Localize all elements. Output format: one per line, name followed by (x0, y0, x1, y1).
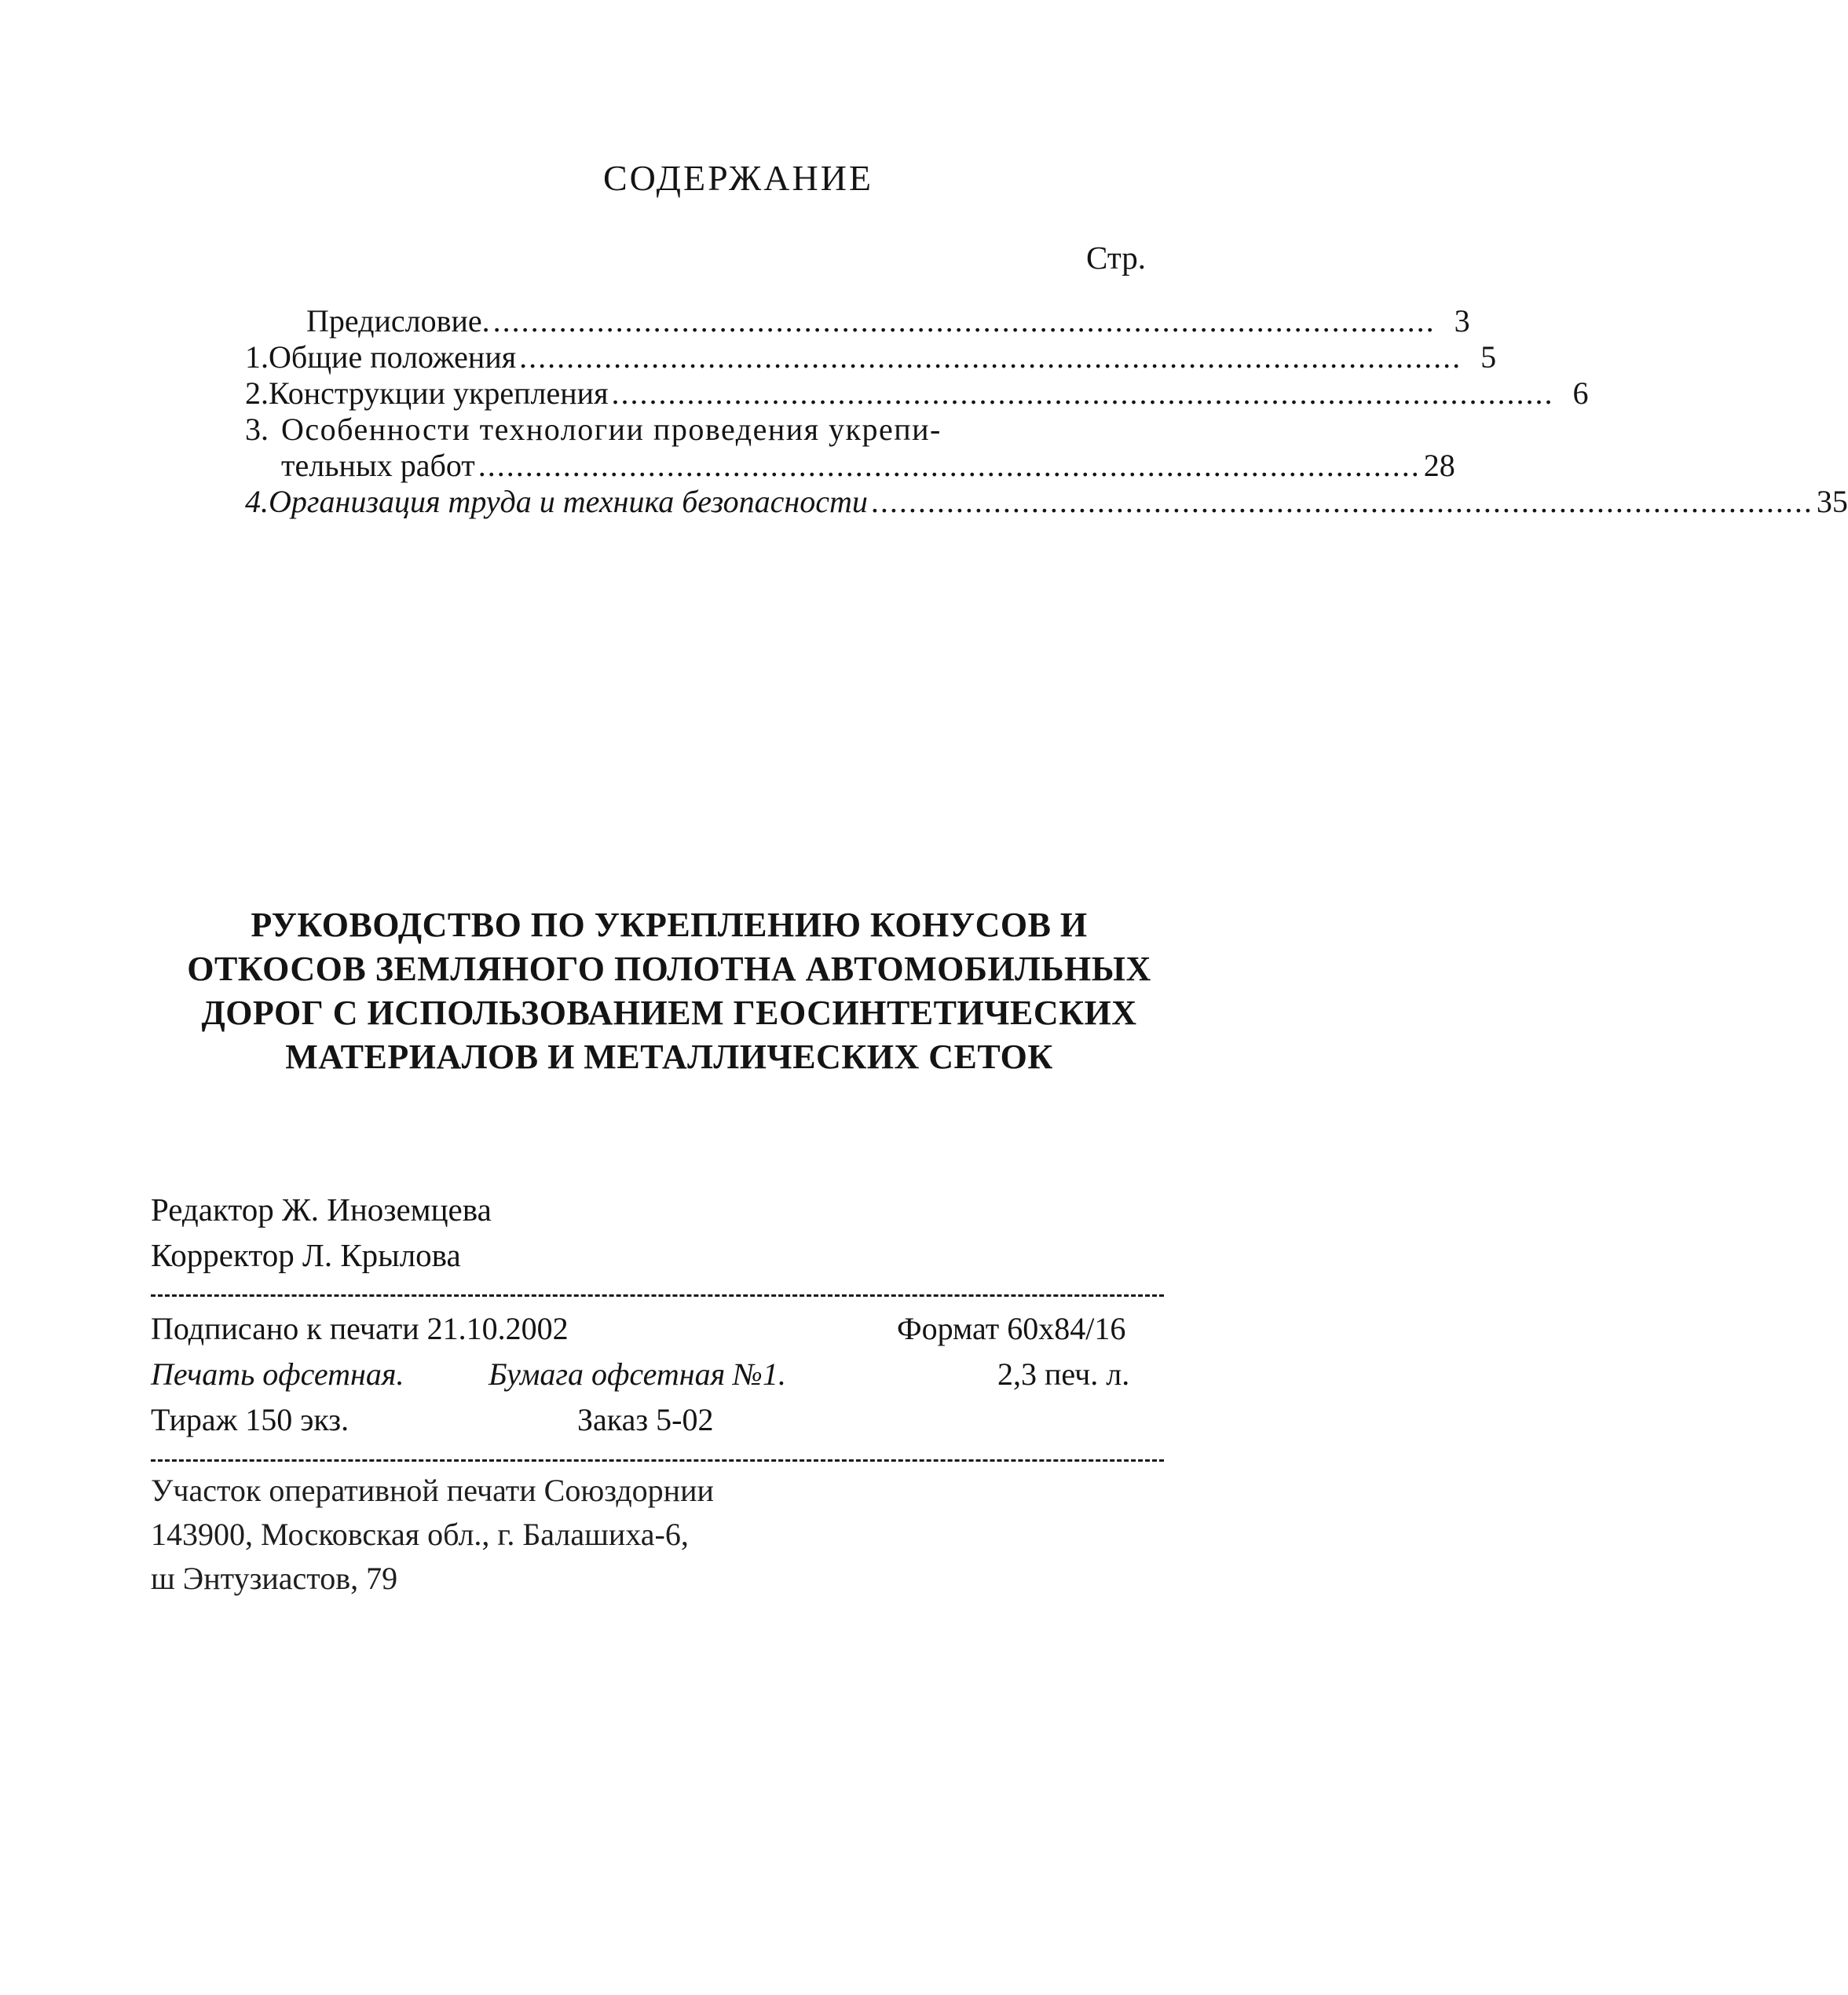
toc-leader-dots: .................................................................................................... (870, 484, 1813, 519)
toc-entry-page: 6 (1572, 375, 1589, 411)
toc-entry-label-continuation: тельных работ (281, 448, 475, 483)
order-number: Заказ 5-02 (577, 1402, 714, 1437)
separator-rule (151, 1294, 1164, 1297)
title-line: ДОРОГ С ИСПОЛЬЗОВАНИЕМ ГЕОСИНТЕТИЧЕСКИХ (201, 994, 1137, 1032)
paper-type: Бумага офсетная №1. (489, 1356, 786, 1392)
toc-entry-number: 4. (245, 484, 269, 519)
separator-rule (151, 1459, 1164, 1462)
print-type: Печать офсетная. (151, 1356, 404, 1392)
editor-credit: Редактор Ж. Иноземцева (151, 1192, 492, 1228)
toc-leader-dots: .................................................................................................... (611, 375, 1554, 411)
toc-entry-4 (245, 484, 1848, 520)
signed-to-print: Подписано к печати 21.10.2002 (151, 1311, 569, 1346)
toc-entry-label: Конструкции укрепления (269, 375, 609, 411)
toc-entry-3-continuation (281, 448, 1455, 484)
toc-entry-label: Предисловие. (306, 303, 490, 339)
document-title (0, 903, 1338, 1079)
title-line: РУКОВОДСТВО ПО УКРЕПЛЕНИЮ КОНУСОВ И (251, 906, 1088, 944)
printer-address-line: ш Энтузиастов, 79 (151, 1561, 398, 1596)
toc-entry-1 (245, 339, 1497, 375)
toc-entry-label: Организация труда и техника безопасности (269, 484, 868, 519)
toc-entry-number: 1. (245, 339, 269, 375)
toc-entry-page: 35 (1816, 484, 1848, 519)
printer-address-line: Участок оперативной печати Союздорнии (151, 1473, 714, 1508)
printer-address-line: 143900, Московская обл., г. Балашиха-6, (151, 1517, 689, 1552)
toc-leader-dots: .................................................................................................... (478, 448, 1421, 483)
title-line: ОТКОСОВ ЗЕМЛЯНОГО ПОЛОТНА АВТОМОБИЛЬНЫХ (187, 950, 1151, 988)
toc-title: СОДЕРЖАНИЕ (602, 158, 874, 198)
toc-entry-label: Общие положения (269, 339, 517, 375)
toc-entry-2 (245, 375, 1589, 412)
toc-entry-label: Особенности технологии проведения укрепи- (281, 412, 942, 447)
toc-leader-dots: .................................................................................................... (492, 303, 1436, 339)
toc-page-header: Стр. (1086, 240, 1146, 276)
toc-entry-number: 2. (245, 375, 269, 411)
format-info: Формат 60x84/16 (897, 1311, 1126, 1346)
toc-entry-page: 3 (1454, 303, 1470, 339)
toc-entry-preface (306, 303, 1470, 339)
printed-sheets: 2,3 печ. л. (997, 1356, 1130, 1392)
toc-entry-page: 5 (1480, 339, 1497, 375)
corrector-credit: Корректор Л. Крылова (151, 1237, 461, 1273)
print-run: Тираж 150 экз. (151, 1402, 349, 1437)
toc-entry-number: 3. (245, 412, 269, 447)
toc-leader-dots: .................................................................................................... (519, 339, 1462, 375)
toc-entry-page: 28 (1423, 448, 1455, 483)
title-line: МАТЕРИАЛОВ И МЕТАЛЛИЧЕСКИХ СЕТОК (285, 1038, 1053, 1076)
toc-entry-3 (245, 412, 942, 448)
